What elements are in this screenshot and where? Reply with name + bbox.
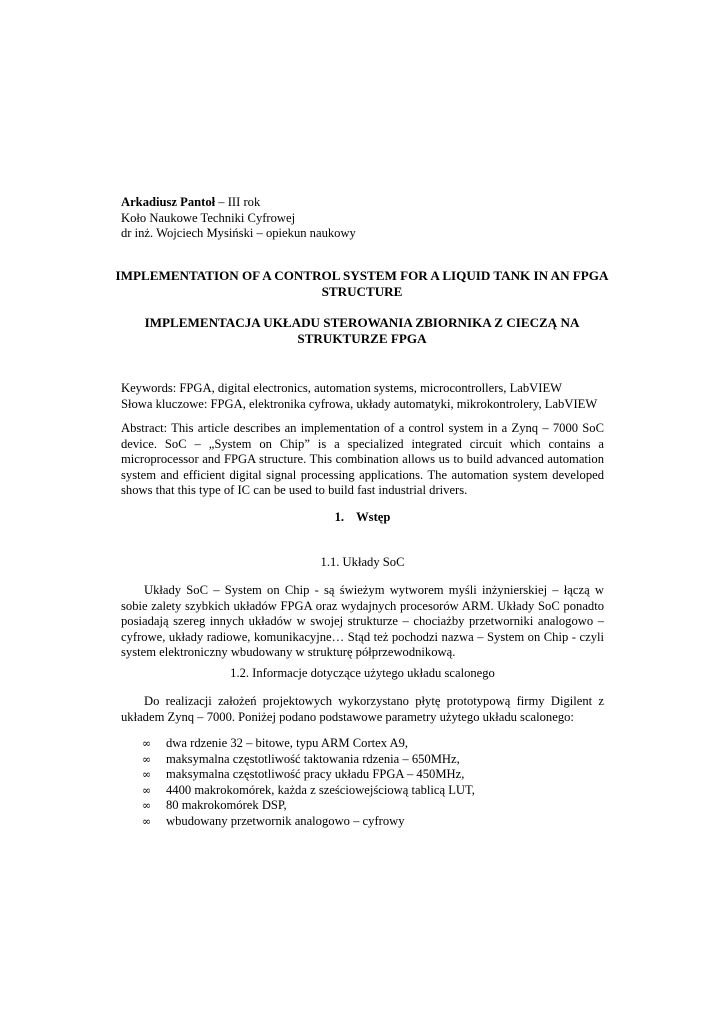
title-polish: IMPLEMENTACJA UKŁADU STEROWANIA ZBIORNIKA Z CIECZĄ NA STRUKTURZE FPGA xyxy=(144,315,580,346)
subsection-heading-1-2: 1.2. Informacje dotyczące użytego układu scalonego xyxy=(230,666,495,680)
bullet-mark: ∞ xyxy=(142,752,152,766)
author-club: Koło Naukowe Techniki Cyfrowej xyxy=(121,210,296,225)
bullet-mark: ∞ xyxy=(142,768,152,782)
keywords-english: Keywords: FPGA, digital electronics, automation systems, microcontrollers, LabVIEW xyxy=(121,381,563,395)
list-item xyxy=(142,814,475,830)
author-supervisor: dr inż. Wojciech Mysiński – opiekun naukowy xyxy=(121,226,356,241)
section-title: Wstęp xyxy=(356,510,391,524)
abstract-paragraph: Abstract: This article describes an implementation of a control system in a Zynq – 7000 SoC device. SoC – „System on Chip” is a specialized integrated circuit which contains a microprocessor and FPGA structure. This combination allows us to build advanced automation system and efficient digital signal processing applications. The automation system developed shows that this type of IC can be used to build fast industrial drivers. xyxy=(121,421,604,498)
list-item-text: wbudowany przetwornik analogowo – cyfrowy xyxy=(166,813,405,828)
list-item-text: maksymalna częstotliwość pracy układu FPGA – 450MHz, xyxy=(166,767,465,782)
list-item xyxy=(142,798,475,814)
parameter-list xyxy=(142,736,475,830)
list-item-text: 80 makrokomórek DSP, xyxy=(166,798,287,813)
author-line xyxy=(121,195,601,211)
title-english: IMPLEMENTATION OF A CONTROL SYSTEM FOR A LIQUID TANK IN AN FPGA STRUCTURE xyxy=(115,268,609,299)
list-item xyxy=(142,736,475,752)
keywords-block xyxy=(121,381,621,412)
list-item xyxy=(142,752,475,768)
bullet-mark: ∞ xyxy=(142,814,152,828)
author-name: Arkadiusz Pantoł xyxy=(121,195,216,209)
bullet-mark: ∞ xyxy=(142,783,152,797)
paragraph-soc: Układy SoC – System on Chip - są świeżym wytworem myśli inżynierskiej – łączą w sobie zalety szybkich układów FPGA oraz wydajnych procesorów ARM. Układy SoC ponadto posiadają szereg innych układów w swojej strukturze – chociażby przetworniki analogowo – cyfrowe, układy radiowe, komunikacyjne… Stąd też pochodzi nazwa – System on Chip - czyli system elektroniczny wbudowany w strukturę półprzewodnikową. xyxy=(121,583,604,660)
section-heading-1 xyxy=(121,510,604,526)
list-item xyxy=(142,783,475,799)
section-number: 1. xyxy=(334,510,345,524)
paragraph-chip-info: Do realizacji założeń projektowych wykorzystano płytę prototypową firmy Digilent z układem Zynq – 7000. Poniżej podano podstawowe parametry użytego układu scalonego: xyxy=(121,694,604,724)
list-item-text: maksymalna częstotliwość taktowania rdzenia – 650MHz, xyxy=(166,751,460,766)
bullet-mark: ∞ xyxy=(142,737,152,750)
keywords-polish: Słowa kluczowe: FPGA, elektronika cyfrowa, układy automatyki, mikrokontrolery, LabVIEW xyxy=(121,396,598,411)
list-item-text: dwa rdzenie 32 – bitowe, typu ARM Cortex A9, xyxy=(166,736,409,750)
author-year: – III rok xyxy=(215,195,261,209)
author-block xyxy=(121,195,601,242)
list-item-text: 4400 makrokomórek, każda z sześciowejściową tablicą LUT, xyxy=(166,782,475,797)
list-item xyxy=(142,767,475,783)
subsection-heading-1-1: 1.1. Układy SoC xyxy=(320,555,405,569)
bullet-mark: ∞ xyxy=(142,799,152,813)
